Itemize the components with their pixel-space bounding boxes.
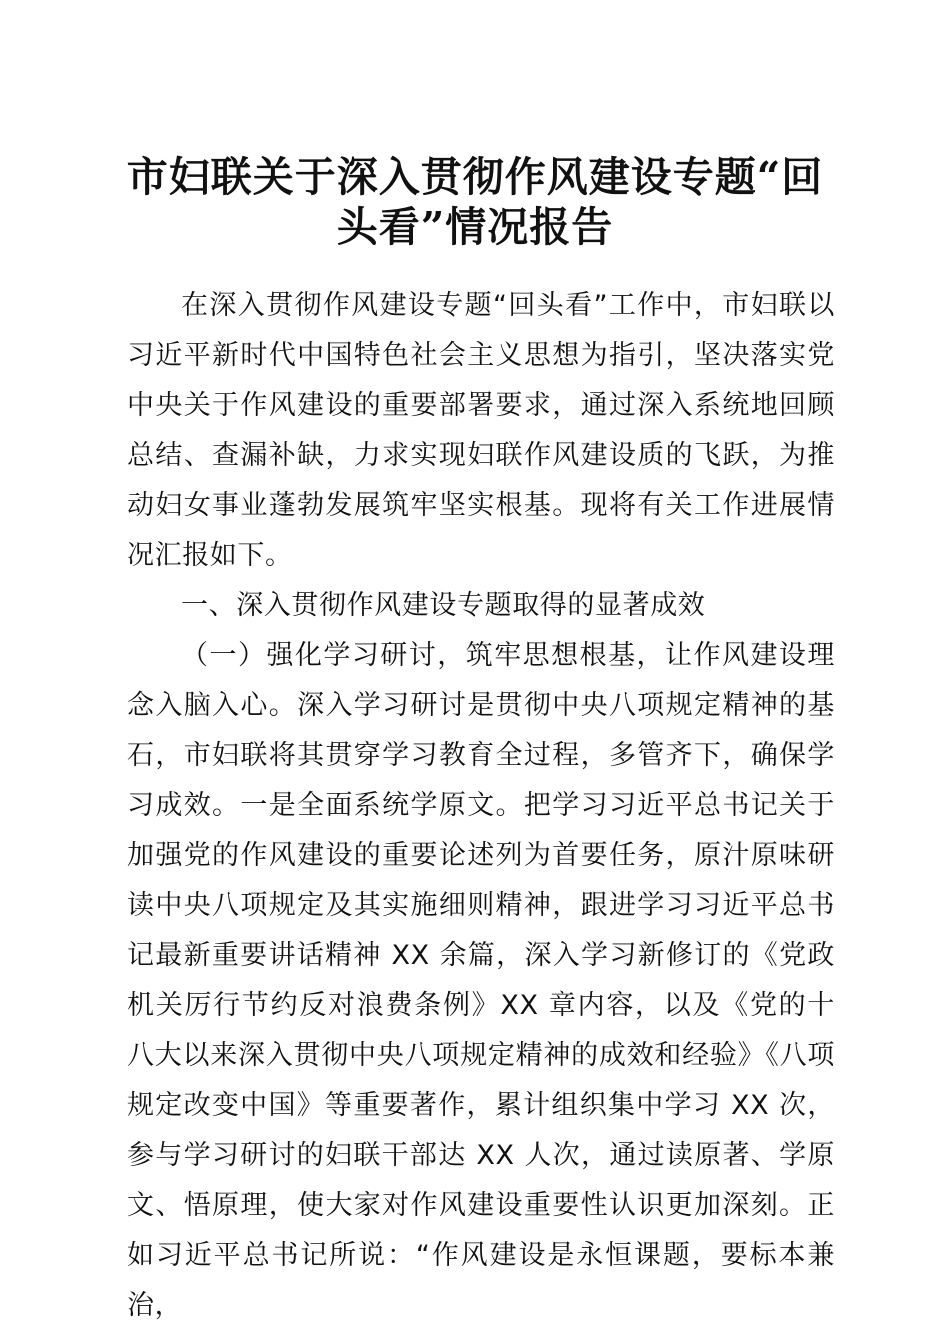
body-paragraph: （一）强化学习研讨，筑牢思想根基，让作风建设理念入脑入心。深入学习研讨是贯彻中央八项规定精神的基石，市妇联将其贯穿学习教育全过程，多管齐下，确保学习成效。一是全面系统学原文。把学习习近平总书记关于加强党的作风建设的重要论述列为首要任务，原汁原味研读中央八项规定及其实施细则精神，跟进学习习近平总书记最新重要讲话精神 XX 余篇，深入学习新修订的《党政机关厉行节约反对浪费条例》XX 章内容，以及《党的十八大以来深入贯彻中央八项规定精神的成效和经验》《八项规定改变中国》等重要著作，累计组织集中学习 XX 次，参与学习研讨的妇联干部达 XX 人次，通过读原著、学原文、悟原理，使大家对作风建设重要性认识更加深刻。正如习近平总书记所说：“作风建设是永恒课题，要标本兼治，	[127, 640, 835, 1321]
intro-paragraph: 在深入贯彻作风建设专题“回头看”工作中，市妇联以习近平新时代中国特色社会主义思想为指引，坚决落实党中央关于作风建设的重要部署要求，通过深入系统地回顾总结、查漏补缺，力求实现妇联作风建设质的飞跃，为推动妇女事业蓬勃发展筑牢坚实根基。现将有关工作进展情况汇报如下。	[127, 290, 835, 571]
document-title: 市妇联关于深入贯彻作风建设专题“回头看”情况报告	[126, 153, 824, 251]
document-body	[127, 281, 835, 1331]
section-heading: 一、深入贯彻作风建设专题取得的显著成效	[181, 590, 706, 621]
